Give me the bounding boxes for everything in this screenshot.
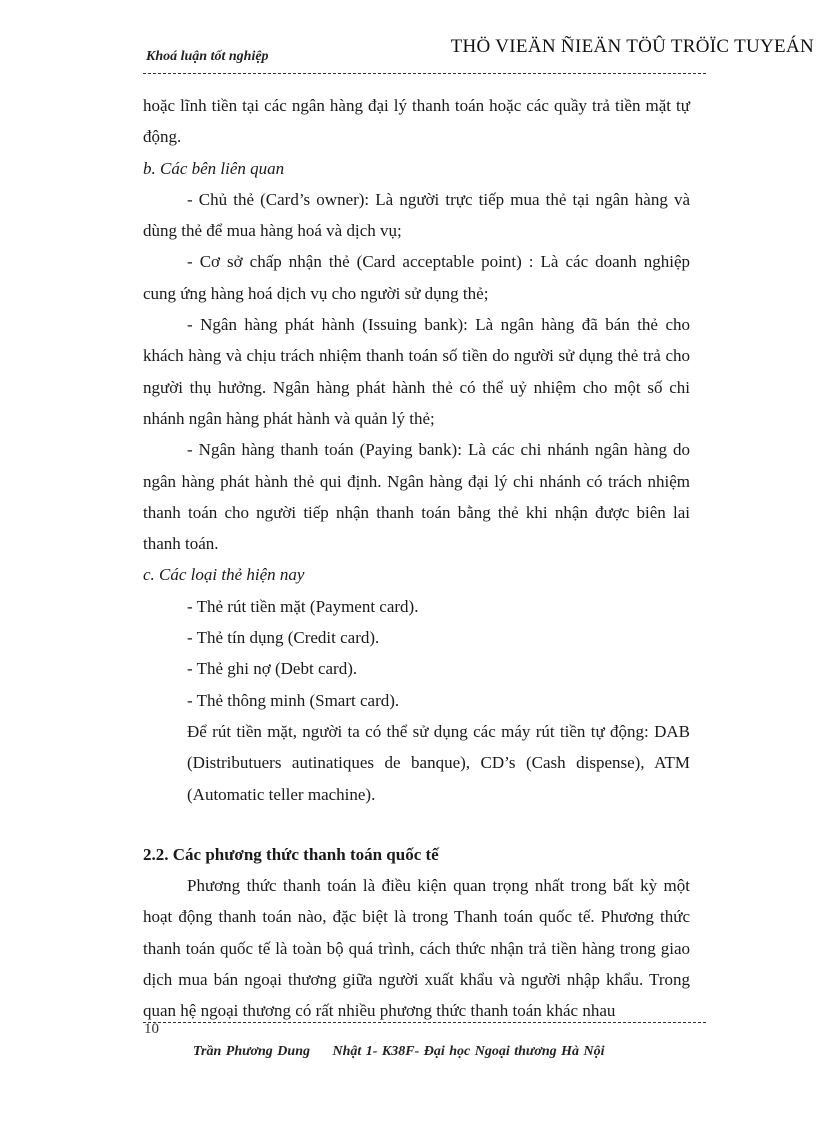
list-item-credit-card: - Thẻ tín dụng (Credit card). — [187, 628, 380, 648]
footer-divider — [143, 1022, 706, 1023]
subheading-parties: b. Các bên liên quan — [143, 158, 285, 178]
header-divider — [143, 73, 706, 74]
page-body — [143, 90, 690, 1027]
section-spacer — [143, 810, 690, 839]
paragraph-issuing-bank: - Ngân hàng phát hành (Issuing bank): Là ngân hàng đã bán thẻ cho khách hàng và chịu trách nhiệm thanh toán số tiền do người sử dụng thẻ trả cho người thụ hưởng. Ngân hàng phát hành thẻ có thể uỷ nhiệm cho một số chi nhánh ngân hàng phát hành và quản lý thẻ; — [143, 315, 690, 428]
paragraph-payment-methods: Phương thức thanh toán là điều kiện quan trọng nhất trong bất kỳ một hoạt động thanh toán nào, đặc biệt là trong Thanh toán quốc tế. Phương thức thanh toán quốc tế là toàn bộ quá trình, cách thức nhận trả tiền hàng trong giao dịch mua bán ngoại thương giữa người xuất khẩu và người nhập khẩu. Trong quan hệ ngoại thương có rất nhiều phương thức thanh toán khác nhau — [143, 876, 690, 1021]
paragraph-paying-bank: - Ngân hàng thanh toán (Paying bank): Là các chi nhánh ngân hàng do ngân hàng phát hành thẻ qui định. Ngân hàng đại lý chi nhánh có trách nhiệm thanh toán cho người tiếp nhận thanh toán bằng thẻ khi nhận được biên lai thanh toán. — [143, 440, 690, 554]
section-heading: 2.2. Các phương thức thanh toán quốc tế — [143, 844, 439, 864]
subheading-card-types: c. Các loại thẻ hiện nay — [143, 565, 305, 585]
header-right-title: THÖ VIEÄN ÑIEÄN TÖÛ TRÖÏC TUYEÁN — [450, 36, 814, 57]
list-item-payment-card: - Thẻ rút tiền mặt (Payment card). — [187, 596, 419, 616]
list-item-smart-card: - Thẻ thông minh (Smart card). — [187, 690, 400, 710]
header-left-title: Khoá luận tốt nghiệp — [146, 49, 269, 64]
paragraph-atm: Để rút tiền mặt, người ta có thể sử dụng các máy rút tiền tự động: DAB (Distributuers autinatiques de banque), CD’s (Cash dispense), ATM (Automatic teller machine). — [187, 721, 690, 804]
paragraph-acceptance-point: - Cơ sở chấp nhận thẻ (Card acceptable point) : Là các doanh nghiệp cung ứng hàng hoá dịch vụ cho người sử dụng thẻ; — [143, 252, 690, 303]
footer-author: Trần Phương Dung Nhật 1- K38F- Đại học Ngoại thương Hà Nội — [193, 1044, 605, 1059]
paragraph-card-owner: - Chủ thẻ (Card’s owner): Là người trực tiếp mua thẻ tại ngân hàng và dùng thẻ để mua hàng hoá và dịch vụ; — [143, 189, 690, 241]
list-item-debt-card: - Thẻ ghi nợ (Debt card). — [187, 659, 358, 679]
page-number: 10 — [144, 1021, 159, 1037]
paragraph-continuation: hoặc lĩnh tiền tại các ngân hàng đại lý thanh toán hoặc các quầy trả tiền mặt tự động. — [143, 96, 690, 147]
